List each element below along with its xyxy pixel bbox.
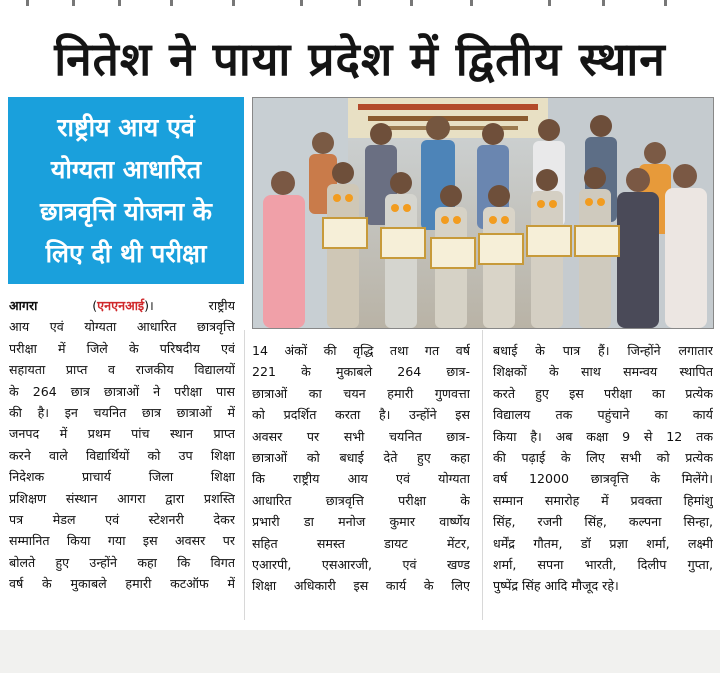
agency-paren: )। [144,298,154,313]
article-line: धर्मेंद्र गौतम, डॉ प्रज्ञा शर्मा, लक्ष्मी [493,535,713,551]
article-line: किया है। अब कक्षा 9 से 12 तक [493,428,713,444]
article-line: पुष्पेंद्र सिंह आदि मौजूद रहे। [493,578,619,594]
article-line: एआरपी, एसआरजी, एवं खण्ड [252,557,470,573]
article-line: 14 अंकों की वृद्धि तथा गत वर्ष [252,343,470,358]
article-line: के 264 छात्र छात्राओं ने परीक्षा पास [9,383,235,399]
column-rule [244,330,245,620]
article-line: कि राष्ट्रीय आय एवं योग्यता [252,471,470,487]
news-agency: एनएनआई [97,298,145,313]
dateline: आगरा [9,298,38,313]
subheadline-line: छात्रवृत्ति योजना के [40,196,212,226]
group-photo [252,97,714,329]
article-line: आधारित छात्रवृत्ति परीक्षा के [252,492,470,508]
article-line: प्रशिक्षण संस्थान आगरा द्वारा प्रशस्ति [9,490,235,506]
article-text: राष्ट्रीय [153,298,235,313]
article-line: अवसर पर सभी चयनित छात्र- [252,428,470,444]
subheadline-line: योग्यता आधारित [50,154,202,184]
article-line: जनपद में प्रथम पांच स्थान प्राप्त [9,426,235,442]
column-rule [482,330,483,620]
article-line: निदेशक प्राचार्य जिला शिक्षा [9,469,235,485]
subheadline-line: लिए दी थी परीक्षा [45,238,207,268]
article-line: सहायता प्राप्त व राजकीय विद्यालयों [9,362,235,378]
article-column-3 [493,340,713,597]
article-line: बधाई के पात्र हैं। जिन्होंने लगातार [493,343,713,358]
article-line: वर्ष 12000 छात्रवृत्ति के मिलेंगे। [493,471,713,487]
article-line: सहित समस्त डायट मेंटर, [252,535,470,551]
article-line [9,295,235,316]
article-column-1 [9,295,235,595]
article-line: की पढ़ाई के लिए सभी को प्रत्येक [493,450,713,466]
article-line: प्रभारी डा मनोज कुमार वार्ष्णेय [252,514,470,530]
subheadline-box [8,97,244,284]
article-line: परीक्षा में जिले के परिषदीय एवं [9,340,235,356]
article-line: सम्मान समारोह में प्रवक्ता हिमांशु [493,492,713,508]
article-line: की है। इन चयनित छात्र छात्राओं में [9,405,235,421]
article-line: सम्मानित किया गया इस अवसर पर [9,533,235,549]
article-line: वर्ष के मुकाबले हमारी कटऑफ में [9,576,235,592]
article-line: शिक्षकों के साथ समन्वय स्थापित [493,364,713,380]
top-cut-strip [0,0,720,12]
article-line: शिक्षा अधिकारी इस कार्य के लिए [252,578,470,594]
article-line: पत्र मेडल एवं स्टेशनरी देकर [9,512,235,528]
article-line: छात्राओं को बधाई देते हुए कहा [252,450,470,466]
article-line: को प्रदर्शित करता है। उन्होंने इस [252,407,470,423]
banner-text-stripe [368,116,528,121]
article-line: करते हुए इस परीक्षा का प्रत्येक [493,385,713,401]
headline: नितेश ने पाया प्रदेश में द्वितीय स्थान [54,32,666,86]
group-photo-icon [253,98,713,328]
article-line: 221 के मुकाबले 264 छात्र- [252,364,470,380]
article-line: करने वाले विद्यार्थियों को उप शिक्षा [9,447,235,463]
article-column-2 [252,340,470,597]
subheadline-line: राष्ट्रीय आय एवं [57,112,195,142]
agency-paren: ( [37,298,98,313]
article-line: सिंह, रजनी सिंह, कल्पना सिन्हा, [493,514,713,530]
banner-text-stripe [358,104,538,110]
article-line: आय एवं योग्यता आधारित छात्रवृत्ति [9,319,235,335]
article-line: शर्मा, सपना भारती, दिलीप गुप्ता, [493,557,713,573]
article-line: विद्यालय तक पहुंचाने का कार्य [493,407,713,423]
article-line: छात्राओं का चयन हमारी गुणवत्ता [252,385,470,401]
article-line: बोलते हुए उन्होंने कहा कि विगत [9,554,235,570]
